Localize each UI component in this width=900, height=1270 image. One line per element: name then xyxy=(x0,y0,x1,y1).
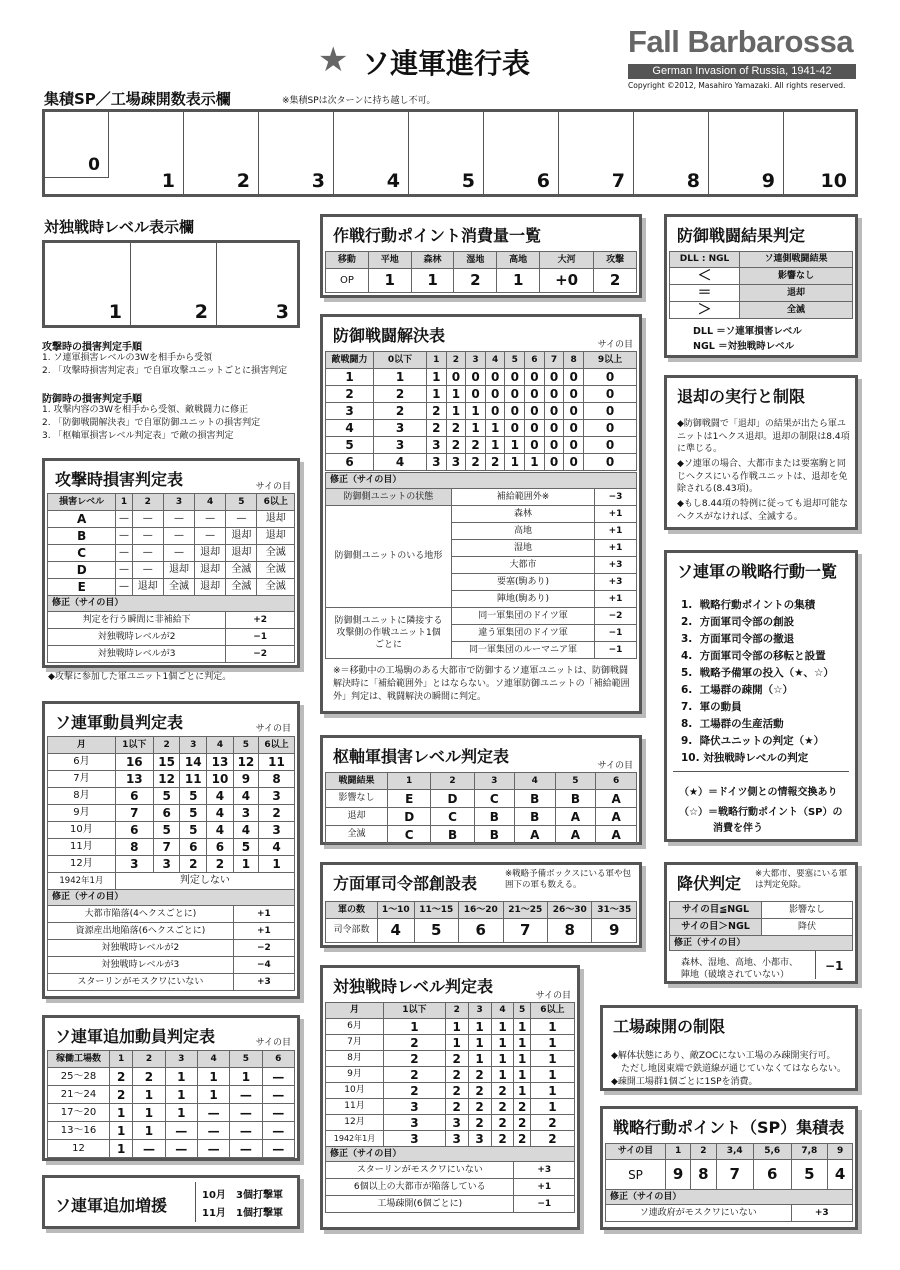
strategic-legend: （★）＝ドイツ側との情報交換あり xyxy=(679,787,838,798)
table-row: 3 2 2 1 1 0 0 0 0 0 0 xyxy=(326,403,637,420)
table-row: ＞ 全滅 xyxy=(670,302,853,319)
dice-label: サイの目 xyxy=(535,991,571,1001)
attack-loss-title: 攻撃時損害判定表 xyxy=(55,470,184,489)
factory-evac-note: ◆疎開工場群1個ごとに1SPを消費。 xyxy=(611,1077,758,1087)
table-row: 2 2 1 1 0 0 0 0 0 0 0 xyxy=(326,386,637,403)
table-row: 司令部数 4 5 6 7 8 9 xyxy=(326,919,637,943)
surrender-mod-text: 陣地（破壊されていない） xyxy=(681,970,790,980)
extra-mobilization-table xyxy=(42,1015,300,1161)
factory-evac-note: ただし地図東端で鉄道線が通じていなくてはならない。 xyxy=(621,1064,847,1074)
strategic-action-item: 3. 方面軍司令部の撤退 xyxy=(681,633,795,645)
defense-procedure-step: 1. 攻撃内容の3Wを相手から受領、敵戦闘力に修正 xyxy=(42,405,249,415)
strategic-action-item: 9. 降伏ユニットの判定（★） xyxy=(681,735,825,747)
table-row: 12月 3 3 2 2 1 1 xyxy=(48,856,295,873)
war-level-track-title: 対独戦時レベル表示欄 xyxy=(44,218,195,236)
title-star: ★ xyxy=(318,40,349,80)
extra-mobilization-grid: 稼働工場数 1 2 3 4 5 6 25〜28 2 2 1 1 1 — 21〜24 2 1 1 1 — — 17〜20 1 1 1 — — — 13〜16 1 1 — — — — 12 1 — — — — — xyxy=(47,1050,295,1158)
table-row: 17〜20 1 1 1 — — — xyxy=(48,1104,295,1122)
defense-crt-title: 防御戦闘解決表 xyxy=(333,326,446,345)
reinforcement-box xyxy=(42,1175,300,1229)
copyright: Copyright ©2012, Masahiro Yamazaki. All rights reserved. xyxy=(628,81,846,90)
op-cost-grid: 移動 平地 森林 湿地 高地 大河 攻撃 OP 1 1 2 1 +0 2 xyxy=(325,251,637,293)
game-subtitle: German Invasion of Russia, 1941-42 xyxy=(628,64,856,79)
table-row: E — 退却 全滅 退却 全滅 全滅 xyxy=(48,579,295,596)
axis-loss-title: 枢軸軍損害レベル判定表 xyxy=(333,747,510,766)
table-row: 21〜24 2 1 1 1 — — xyxy=(48,1086,295,1104)
surrender-mod-text: 森林、湿地、高地、小都市、 xyxy=(681,958,799,968)
table-row: 5 3 3 2 2 1 1 0 0 0 0 xyxy=(326,437,637,454)
table-row: 全滅 C B B A A A xyxy=(326,826,637,844)
table-row: 25〜28 2 2 1 1 1 — xyxy=(48,1068,295,1086)
table-row: A — — — — — 退却 xyxy=(48,511,295,528)
defense-procedure-step: 2. 「防御戦闘解決表」で自軍防御ユニットの損害判定 xyxy=(42,418,261,428)
war-level-grid: 月 1以下 2 3 4 5 6以上 6月 1 1 1 1 1 1 7月 2 1 1 1 1 1 8月 2 2 1 1 1 1 9月 2 2 2 1 1 1 10月 2 2 2 2 1 1 11月 3 2 2 2 2 1 12月 3 3 2 2 2 2 1942年1月 3 3 3 2 2 2 修正（サイの目） スターリンがモスクワにいない +3 6個以上の大都市が陥落している +1 工場疎開(6個ごとに) −1 xyxy=(325,1002,575,1213)
table-row: 8月 2 2 1 1 1 1 xyxy=(326,1051,575,1067)
front-hq-title: 方面軍司令部創設表 xyxy=(333,874,478,893)
strategic-legend: 消費を伴う xyxy=(713,823,763,834)
reinforcement-month: 10月 xyxy=(202,1190,226,1201)
reinforcement-units: 1個打撃軍 xyxy=(236,1208,283,1219)
sp-cell-8[interactable]: 8 xyxy=(634,112,709,194)
factory-evac-title: 工場疎開の制限 xyxy=(613,1017,726,1036)
factory-evac-note: ◆解体状態にあり、敵ZOCにない工場のみ疎開実行可。 xyxy=(611,1051,836,1061)
reinforcement-units: 3個打撃軍 xyxy=(236,1190,283,1201)
page-title: ソ連軍進行表 xyxy=(362,47,531,80)
surrender-grid: サイの目≦NGL 影響なし サイの目＞NGL 降伏 修正（サイの目） xyxy=(669,901,853,951)
defense-crt-grid: 敵戦闘力 0以下 1 2 3 4 5 6 7 8 9以上 1 1 1 0 0 0 0 0 0 0 0 2 2 1 1 0 0 0 0 0 0 0 3 2 2 1 1 0 0 0 0 0 0 4 3 2 2 1 1 0 0 0 0 0 5 3 3 2 2 1 1 0 0 0 0 6 4 3 3 2 2 1 1 0 0 0 xyxy=(325,351,637,471)
table-row: 10月 6 5 5 4 4 3 xyxy=(48,822,295,839)
table-row: 6月 16 15 14 13 12 11 xyxy=(48,754,295,771)
strategic-actions-box xyxy=(664,550,858,842)
sp-accumulation-table xyxy=(600,1106,858,1230)
war-level-cell-3[interactable]: 3 xyxy=(275,301,289,323)
table-row: 1942年1月 判定しない xyxy=(48,873,295,890)
sp-cell-7[interactable]: 7 xyxy=(559,112,634,194)
sp-cell-10[interactable]: 10 xyxy=(820,170,847,192)
table-row: C — — — 退却 退却 全滅 xyxy=(48,545,295,562)
attack-loss-grid: 損害レベル 1 2 3 4 5 6以上 A — — — — — 退却 B — — — — 退却 退却 C — — — 退却 退却 全滅 D — — 退却 退却 全滅 全滅 E — 退却 全滅 退却 全滅 全滅 修正（サイの目） 判定を行う瞬間に非補給下 +2 対独戦時レベルが2 −1 対独戦時レベルが3 −2 xyxy=(47,493,295,663)
table-row: ＝ 退却 xyxy=(670,285,853,302)
table-row: 11月 8 7 6 6 5 4 xyxy=(48,839,295,856)
op-cost-title: 作戦行動ポイント消費量一覧 xyxy=(333,226,542,245)
table-row: 13〜16 1 1 — — — — xyxy=(48,1122,295,1140)
table-row: ＜ 影響なし xyxy=(670,268,853,285)
table-row: 7月 2 1 1 1 1 1 xyxy=(326,1035,575,1051)
table-row: D — — 退却 退却 全滅 全滅 xyxy=(48,562,295,579)
strategic-action-item: 8. 工場群の生産活動 xyxy=(681,718,784,730)
table-row: 6月 1 1 1 1 1 1 xyxy=(326,1019,575,1035)
sp-cell-2[interactable]: 2 xyxy=(184,112,259,194)
defense-crt-note: ※＝移動中の工場駒のある大都市で防御するソ連軍ユニットは、防御戦闘解決時に「補給範囲外」とはならない。ソ連軍防御ユニットの「補給範囲外」判定は、戦闘解決の瞬間に判定。 xyxy=(333,666,630,702)
table-row: 7月 13 12 11 10 9 8 xyxy=(48,771,295,788)
table-row: 12 1 — — — — — xyxy=(48,1140,295,1158)
defense-result-grid: DLL : NGL ソ連側戦闘結果 ＜ 影響なし ＝ 退却 ＞ 全滅 xyxy=(669,251,853,319)
war-level-cell-2[interactable]: 2 xyxy=(131,243,217,325)
sp-cell-6[interactable]: 6 xyxy=(484,112,559,194)
table-row: 1942年1月 3 3 3 2 2 2 xyxy=(326,1131,575,1147)
surrender-table xyxy=(664,862,858,984)
war-level-table xyxy=(320,965,580,1230)
defense-crt-table xyxy=(320,314,642,714)
surrender-title: 降伏判定 xyxy=(677,874,742,893)
table-row: 9月 7 6 5 4 3 2 xyxy=(48,805,295,822)
mobilization-grid: 月 1以下 2 3 4 5 6以上 6月 16 15 14 13 12 11 7月 13 12 11 10 9 8 8月 6 5 5 4 4 3 9月 7 6 5 4 3 2 10月 6 5 5 4 4 3 11月 8 7 6 6 5 4 12月 3 3 2 2 1 1 1942年1月 判定しない 修正（サイの目） 大都市陥落(4ヘクスごとに) +1 資源産出地陥落(6ヘクスごとに) +1 対独戦時レベルが2 −2 対独戦時レベルが3 −4 スターリンがモスクワにいない +3 xyxy=(47,736,295,991)
strategic-action-item: 6. 工場群の疎開（☆） xyxy=(681,684,794,696)
game-logo: Fall Barbarossa xyxy=(628,24,854,59)
mobilization-title: ソ連軍動員判定表 xyxy=(55,713,184,732)
table-row: 12月 3 3 2 2 2 2 xyxy=(326,1115,575,1131)
defense-modifier-grid: 修正（サイの目） 防御側ユニットの状態 補給範囲外※ −3 防御側ユニットのいる地形 森林 +1 高地 +1 湿地 +1 大都市 +3 要塞(駒あり) +3 陣地(駒あり) +1 防御側ユニットに隣接する攻撃側の作戦ユニット1個ごとに 同一軍集団のドイツ軍 −2 違う軍集団のドイツ軍 −1 同一軍集団のルーマニア軍 −1 xyxy=(325,472,637,659)
defense-result-table xyxy=(664,214,858,358)
war-level-table-title: 対独戦時レベル判定表 xyxy=(333,977,494,996)
attack-loss-note: ◆攻撃に参加した軍ユニット1個ごとに判定。 xyxy=(48,672,232,682)
front-hq-note: ※戦略予備ボックスにいる軍や包囲下の軍も数える。 xyxy=(505,869,632,890)
factory-evac-box xyxy=(600,1005,858,1091)
sp-cell-0[interactable]: 0 xyxy=(45,112,109,178)
mobilization-table xyxy=(42,701,300,999)
sp-track-title: 集積SP／工場疎開数表示欄 xyxy=(44,90,231,108)
dice-label: サイの目 xyxy=(597,340,633,350)
defense-result-note: DLL ＝ソ連軍損害レベル xyxy=(693,326,802,337)
strategic-action-item: 1. 戦略行動ポイントの集積 xyxy=(681,599,816,611)
table-row: 10月 2 2 2 2 1 1 xyxy=(326,1083,575,1099)
axis-loss-table xyxy=(320,735,642,845)
surrender-note: ※大都市、要塞にいる軍は判定免除。 xyxy=(755,869,848,890)
war-level-track xyxy=(42,240,300,328)
front-hq-table xyxy=(320,862,642,948)
strategic-action-item: 5. 戦略予備軍の投入（★、☆） xyxy=(681,667,834,679)
table-row: 影響なし E D C B B A xyxy=(326,790,637,808)
table-row: SP 9 8 7 6 5 4 xyxy=(606,1160,853,1190)
strategic-action-item: 10. 対独戦時レベルの判定 xyxy=(681,752,809,764)
attack-loss-table xyxy=(42,458,300,668)
strategic-legend: （☆）＝戦略行動ポイント（SP）の xyxy=(679,807,843,818)
strategic-actions-title: ソ連軍の戦略行動一覧 xyxy=(677,562,838,581)
attack-procedure-title: 攻撃時の損害判定手順 xyxy=(42,342,142,353)
sp-cell-1[interactable]: 1 xyxy=(109,112,184,194)
attack-procedure-step: 2. 「攻撃時損害判定表」で自軍攻撃ユニットごとに損害判定 xyxy=(42,366,288,376)
table-row: B — — — — 退却 退却 xyxy=(48,528,295,545)
sp-cell-9[interactable]: 9 xyxy=(709,112,784,194)
sp-cell-5[interactable]: 5 xyxy=(409,112,484,194)
sp-cell-4[interactable]: 4 xyxy=(334,112,409,194)
table-row: 9月 2 2 2 1 1 1 xyxy=(326,1067,575,1083)
table-row: OP 1 1 2 1 +0 2 xyxy=(326,269,637,293)
reinforcement-month: 11月 xyxy=(202,1208,226,1219)
sp-cell-3[interactable]: 3 xyxy=(259,112,334,194)
sp-track xyxy=(42,109,858,197)
table-row: 8月 6 5 5 4 4 3 xyxy=(48,788,295,805)
retreat-title: 退却の実行と制限 xyxy=(677,387,806,406)
defense-result-note: NGL ＝対独戦時レベル xyxy=(693,341,795,352)
sp-accumulation-title: 戦略行動ポイント（SP）集積表 xyxy=(613,1118,845,1137)
reinforcement-title: ソ連軍追加増援 xyxy=(55,1196,168,1215)
retreat-note: ◆ソ連軍の場合、大都市または要塞駒と同じヘクスにいる作戦ユニットは、退却を免除される(8.43項)。 xyxy=(677,459,848,494)
defense-procedure-step: 3. 「枢軸軍損害レベル判定表」で敵の損害判定 xyxy=(42,431,234,441)
defense-procedure-title: 防御時の損害判定手順 xyxy=(42,394,142,405)
axis-loss-grid: 戦闘結果 1 2 3 4 5 6 影響なし E D C B B A 退却 D C B B A A 全滅 C B B A A A xyxy=(325,772,637,844)
table-row: 11月 3 2 2 2 2 1 xyxy=(326,1099,575,1115)
sp-accumulation-grid: サイの目 1 2 3,4 5,6 7,8 9 SP 9 8 7 6 5 4 修正（サイの目） ソ連政府がモスクワにいない +3 xyxy=(605,1143,853,1222)
dice-label: サイの目 xyxy=(255,482,291,492)
dice-label: サイの目 xyxy=(255,1038,291,1048)
op-cost-table xyxy=(320,214,642,298)
strategic-action-item: 4. 方面軍司令部の移転と設置 xyxy=(681,650,826,662)
attack-procedure-step: 1. ソ連軍損害レベルの3Wを相手から受領 xyxy=(42,353,213,363)
reinforcement-list xyxy=(195,1182,295,1222)
sp-track-note: ※集積SPは次ターンに持ち越し不可。 xyxy=(282,96,436,106)
war-level-cell-1[interactable]: 1 xyxy=(45,243,131,325)
dice-label: サイの目 xyxy=(597,761,633,771)
table-row: 6 4 3 3 2 2 1 1 0 0 0 xyxy=(326,454,637,471)
defense-result-title: 防御戦闘結果判定 xyxy=(677,226,806,245)
retreat-note: ◆防御戦闘で「退却」の結果が出たら軍ユニットは1ヘクス退却。退却の制限は8.4項に準じる。 xyxy=(677,419,850,454)
retreat-box xyxy=(664,375,858,530)
surrender-mod-value: −1 xyxy=(825,959,844,973)
strategic-action-item: 2. 方面軍司令部の創設 xyxy=(681,616,795,628)
extra-mobilization-title: ソ連軍追加動員判定表 xyxy=(55,1027,216,1046)
retreat-note: ◆もし8.44項の特例に従っても退却可能なヘクスがなければ、全滅する。 xyxy=(677,499,848,522)
table-row: 4 3 2 2 1 1 0 0 0 0 0 xyxy=(326,420,637,437)
strategic-action-item: 7. 軍の動員 xyxy=(681,701,742,713)
table-row: 1 1 1 0 0 0 0 0 0 0 0 xyxy=(326,369,637,386)
table-row: 退却 D C B B A A xyxy=(326,808,637,826)
dice-label: サイの目 xyxy=(255,724,291,734)
front-hq-grid: 軍の数 1〜10 11〜15 16〜20 21〜25 26〜30 31〜35 司令部数 4 5 6 7 8 9 xyxy=(325,901,637,943)
